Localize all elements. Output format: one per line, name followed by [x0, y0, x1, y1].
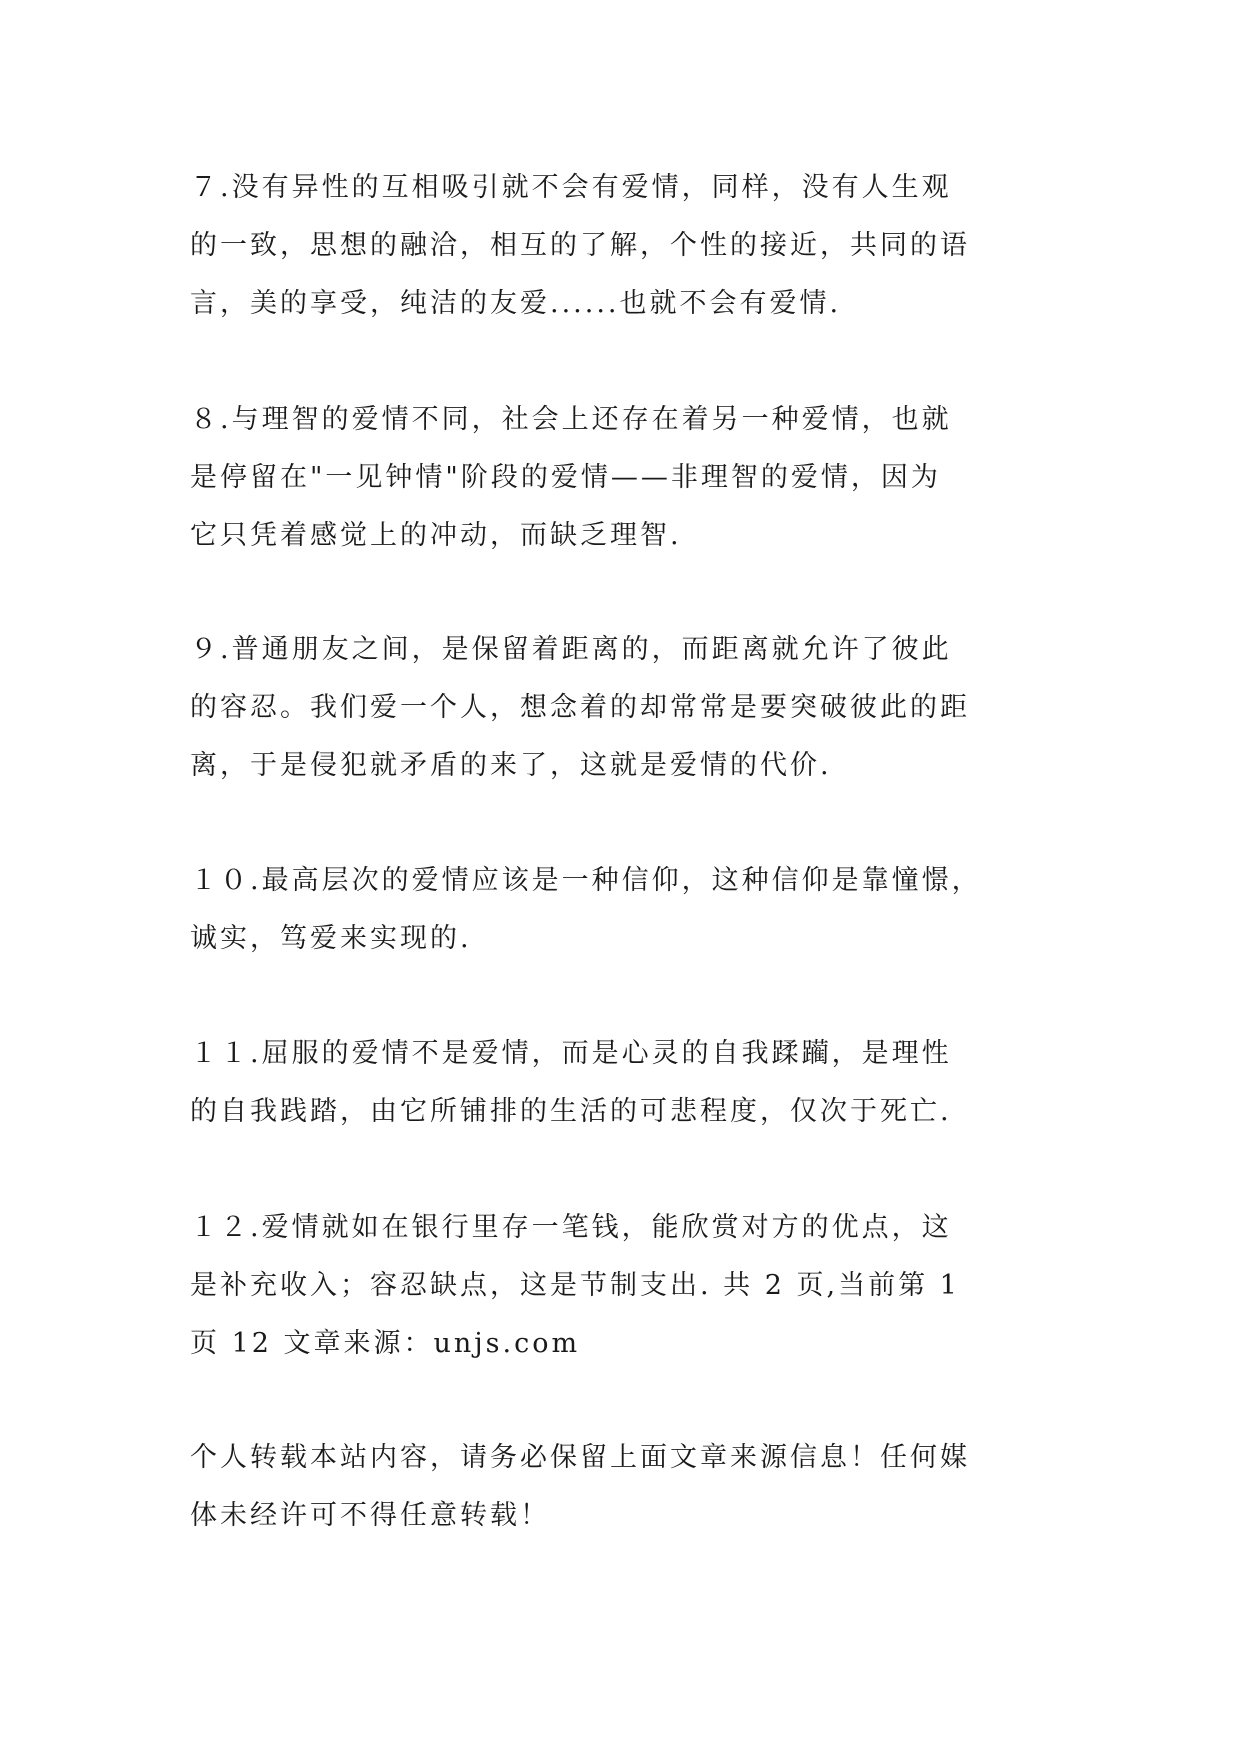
reprint-notice — [190, 1429, 1070, 1545]
text-line: 页 12 文章来源：unjs.com — [190, 1328, 581, 1359]
paragraph-9 — [190, 621, 1070, 795]
text-line: １２.爱情就如在银行里存一笔钱，能欣赏对方的优点，这 — [190, 1212, 952, 1243]
text-line: １１.屈服的爱情不是爱情，而是心灵的自我蹂躏，是理性 — [190, 1038, 952, 1069]
text-line: 离，于是侵犯就矛盾的来了，这就是爱情的代价. — [190, 750, 832, 781]
text-line: 言，美的享受，纯洁的友爱......也就不会有爱情. — [190, 288, 842, 319]
paragraph-12 — [190, 1199, 1070, 1373]
paragraph-8 — [190, 391, 1070, 565]
text-line: 是补充收入；容忍缺点，这是节制支出. 共 2 页,当前第 1 — [190, 1270, 960, 1301]
text-line: 的自我践踏，由它所铺排的生活的可悲程度，仅次于死亡. — [190, 1096, 952, 1127]
text-line: 体未经许可不得任意转载！ — [190, 1500, 550, 1531]
text-line: ９.普通朋友之间，是保留着距离的，而距离就允许了彼此 — [190, 634, 952, 665]
text-line: ７.没有异性的互相吸引就不会有爱情，同样，没有人生观 — [190, 172, 952, 203]
text-line: ８.与理智的爱情不同，社会上还存在着另一种爱情，也就 — [190, 404, 952, 435]
text-line: 诚实，笃爱来实现的. — [190, 923, 472, 954]
text-line: 是停留在"一见钟情"阶段的爱情——非理智的爱情，因为 — [190, 462, 941, 493]
paragraph-7 — [190, 159, 1070, 333]
text-line: 个人转载本站内容，请务必保留上面文章来源信息！任何媒 — [190, 1442, 970, 1473]
text-line: １０.最高层次的爱情应该是一种信仰，这种信仰是靠憧憬， — [190, 865, 982, 896]
text-line: 的容忍。我们爱一个人，想念着的却常常是要突破彼此的距 — [190, 692, 970, 723]
paragraph-10 — [190, 852, 1070, 968]
paragraph-11 — [190, 1025, 1070, 1141]
text-line: 的一致，思想的融洽，相互的了解，个性的接近，共同的语 — [190, 230, 970, 261]
text-line: 它只凭着感觉上的冲动，而缺乏理智. — [190, 520, 682, 551]
